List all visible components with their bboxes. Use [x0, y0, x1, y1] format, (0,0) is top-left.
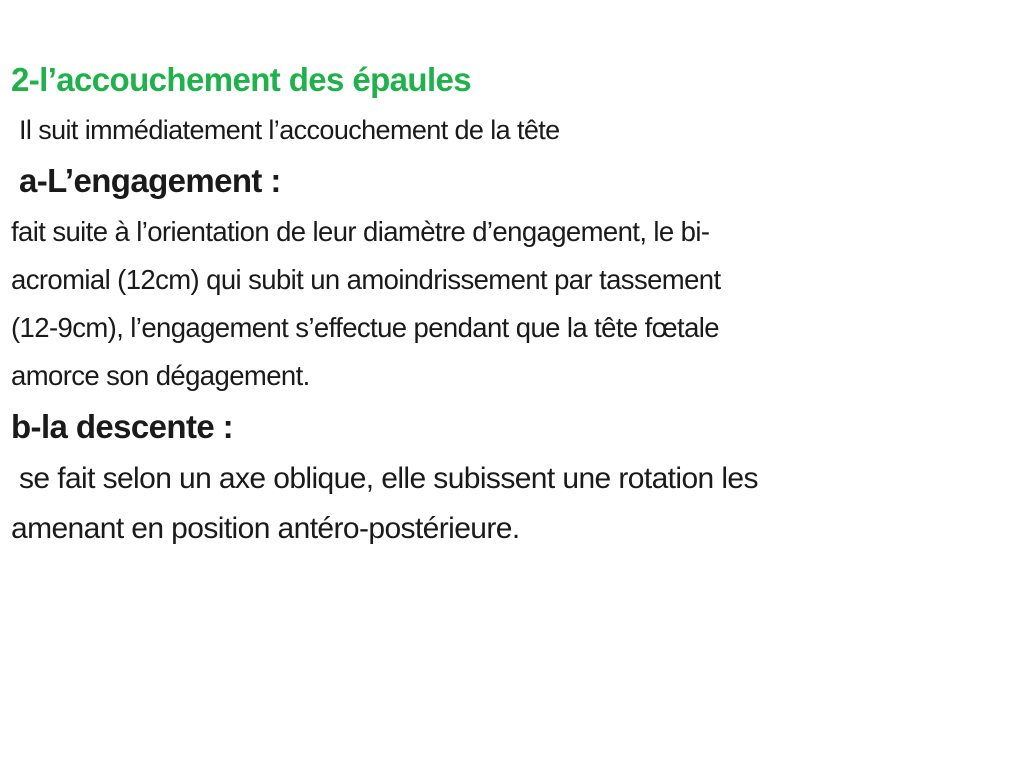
section-a-paragraph: [11, 208, 1011, 400]
section-a-line: acromial (12cm) qui subit un amoindrissement par tassement: [11, 264, 721, 295]
section-b-paragraph: [11, 454, 1011, 554]
section-a-title: a-L’engagement :: [19, 162, 281, 199]
section-b-title: b-la descente :: [11, 408, 234, 445]
section-a-line: amorce son dégagement.: [11, 360, 310, 391]
section-b-line: se fait selon un axe oblique, elle subissent une rotation les: [19, 462, 758, 495]
section-b-line: amenant en position antéro-postérieure.: [11, 512, 520, 545]
slide-heading: 2-l’accouchement des épaules: [11, 61, 472, 98]
slide-subtitle: Il suit immédiatement l’accouchement de la tête: [19, 115, 560, 145]
section-a-line: fait suite à l’orientation de leur diamètre d’engagement, le bi-: [11, 216, 710, 247]
section-a-line: (12-9cm), l’engagement s’effectue pendant que la tête fœtale: [11, 312, 719, 343]
